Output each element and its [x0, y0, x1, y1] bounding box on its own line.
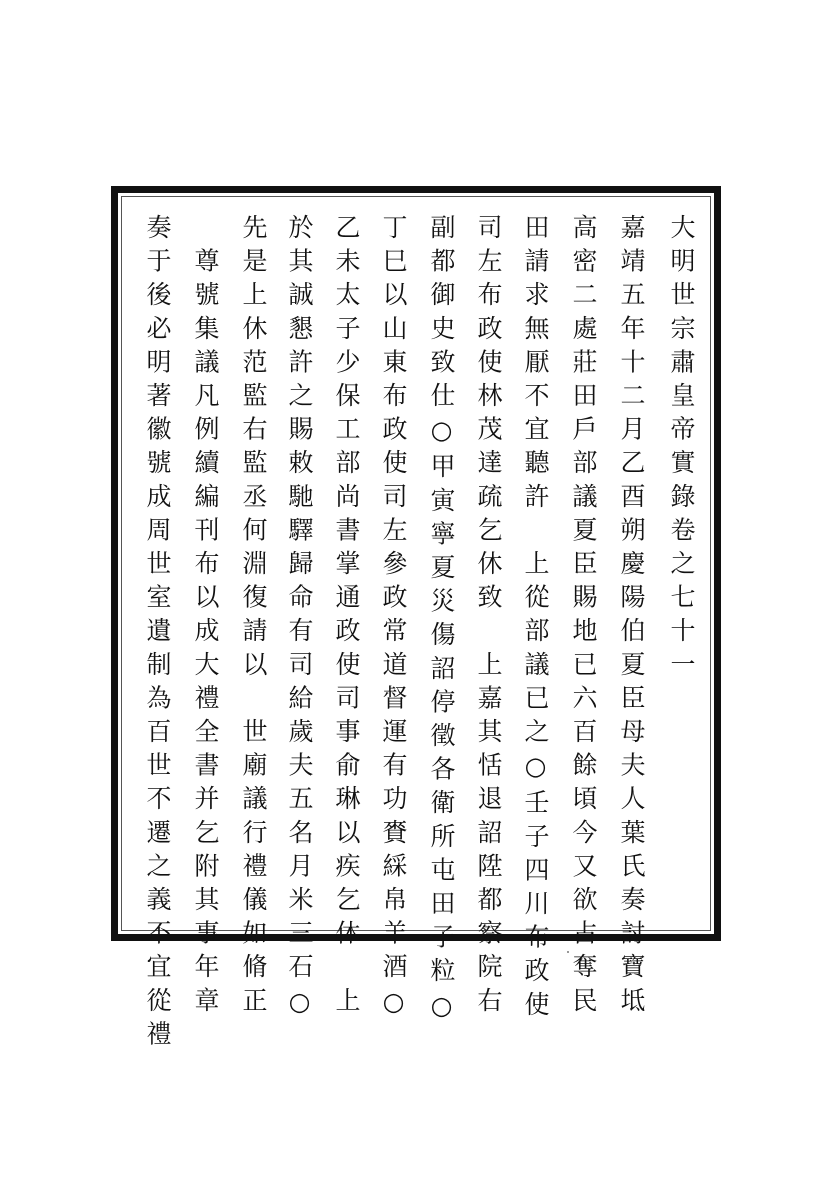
text-column-6: 丁巳以山東布政使司左參政常道督運有功賚綵帛羊酒○	[379, 214, 408, 1025]
scan-speck	[567, 951, 569, 953]
text-column-7: 乙未太子少保工部尚書掌通政使司事俞琳以疾乞休 上	[332, 214, 361, 1021]
text-column-1: 嘉靖五年十二月乙酉朔慶陽伯夏臣母夫人葉氏奏討寶坻	[617, 214, 646, 1021]
text-column-5: 副都御史致仕○甲寅寧夏災傷詔停徵各衛所屯田子粒○	[427, 214, 456, 1029]
document-title: 大明世宗肅皇帝實錄卷之七十一	[667, 214, 696, 685]
text-column-8: 於其誠懇許之賜敕馳驛歸命有司給歲夫五名月米三石○	[285, 214, 314, 1025]
text-column-10: 尊號集議凡例續編刊布以成大禮全書并乞附其事年章	[191, 214, 220, 1021]
text-column-3: 田請求無厭不宜聽許 上從部議已之○壬子四川布政使	[521, 214, 550, 1025]
text-column-2: 高密二處莊田戶部議夏臣賜地已六百餘頃今又欲占奪民	[569, 214, 598, 1021]
text-column-11: 奏于後必明著徽號成周世室遺制為百世不遷之義不宜從禮	[143, 214, 172, 1054]
text-column-4: 司左布政使林茂達疏乞休致 上嘉其恬退詔陞都察院右	[474, 214, 503, 1021]
text-column-9: 先是上休范監右監丞何淵復請以 世廟議行禮儀如脩正	[239, 214, 268, 1021]
